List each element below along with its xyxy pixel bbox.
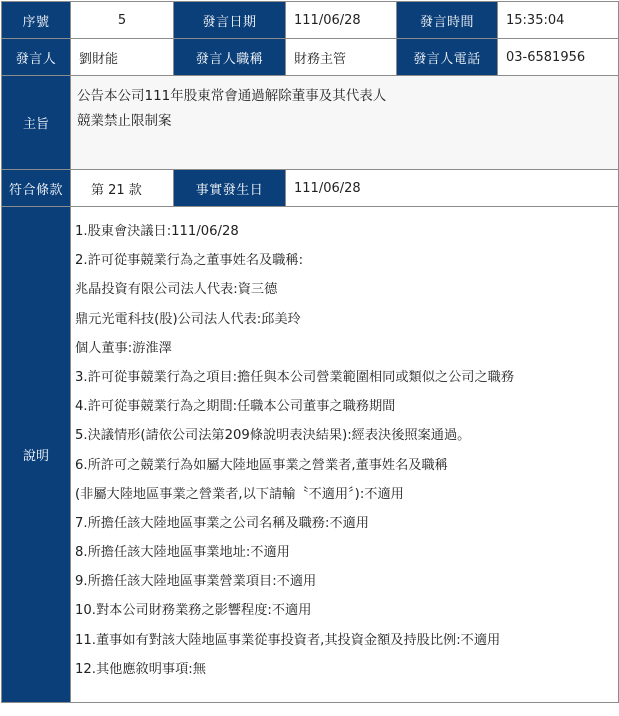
- description-line: 11.董事如有對該大陸地區事業從事投資者,其投資金額及持股比例:不適用: [75, 632, 501, 648]
- description-line: (非屬大陸地區事業之營業者,以下請輸〝不適用〞):不適用: [75, 486, 404, 502]
- date-label: 發言日期: [174, 2, 286, 39]
- time-value: 15:35:04: [498, 2, 619, 39]
- description-line: 個人董事:游淮澤: [75, 340, 172, 356]
- subject-content: [71, 76, 619, 170]
- speaker-phone-label: 發言人電話: [397, 39, 498, 76]
- description-line: 6.所許可之競業行為如屬大陸地區事業之營業者,董事姓名及職稱: [75, 457, 448, 473]
- speaker-title-label: 發言人職稱: [174, 39, 286, 76]
- subject-line-2: 競業禁止限制案: [77, 113, 172, 129]
- event-date-value: 111/06/28: [286, 170, 619, 207]
- description-line: 10.對本公司財務業務之影響程度:不適用: [75, 603, 312, 619]
- clause-value: 第 21 款: [71, 170, 174, 207]
- row-description: [2, 207, 619, 703]
- speaker-title-value: 財務主管: [286, 39, 397, 76]
- speaker-phone-value: 03-6581956: [498, 39, 619, 76]
- description-line: 7.所擔任該大陸地區事業之公司名稱及職務:不適用: [75, 515, 369, 531]
- seq-value: 5: [71, 2, 174, 39]
- description-line: 3.許可從事競業行為之項目:擔任與本公司營業範圍相同或類似之公司之職務: [75, 369, 515, 385]
- date-value: 111/06/28: [286, 2, 397, 39]
- event-date-label: 事實發生日: [174, 170, 286, 207]
- seq-label: 序號: [2, 2, 71, 39]
- announcement-table: [1, 1, 619, 703]
- time-label: 發言時間: [397, 2, 498, 39]
- description-line: 5.決議情形(請依公司法第209條說明表決結果):經表決後照案通過。: [75, 428, 471, 444]
- description-line: 兆晶投資有限公司法人代表:資三德: [75, 282, 278, 298]
- row-clause-event: [2, 170, 619, 207]
- description-line: 12.其他應敘明事項:無: [75, 661, 206, 677]
- description-content: [71, 207, 619, 703]
- subject-label: 主旨: [2, 76, 71, 170]
- speaker-label: 發言人: [2, 39, 71, 76]
- description-line: 鼎元光電科技(股)公司法人代表:邱美玲: [75, 311, 301, 327]
- description-label: 說明: [2, 207, 71, 703]
- description-line: 1.股東會決議日:111/06/28: [75, 224, 239, 239]
- row-subject: [2, 76, 619, 170]
- speaker-value: 劉財能: [71, 39, 174, 76]
- subject-line-1: 公告本公司111年股東常會通過解除董事及其代表人: [77, 88, 387, 104]
- description-line: 4.許可從事競業行為之期間:任職本公司董事之職務期間: [75, 399, 396, 415]
- description-line: 9.所擔任該大陸地區事業營業項目:不適用: [75, 574, 317, 590]
- description-line: 8.所擔任該大陸地區事業地址:不適用: [75, 545, 290, 561]
- clause-label: 符合條款: [2, 170, 71, 207]
- description-line: 2.許可從事競業行為之董事姓名及職稱:: [75, 253, 304, 269]
- row-speaker: [2, 39, 619, 76]
- row-seq-date-time: [2, 2, 619, 39]
